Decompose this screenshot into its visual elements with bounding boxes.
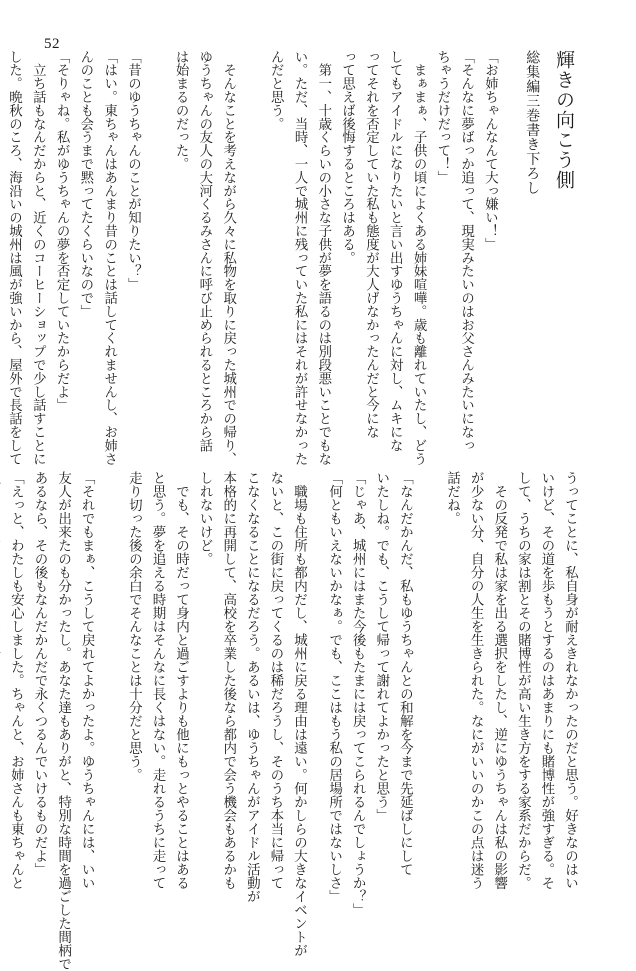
lower-right-body-text — [321, 471, 581, 917]
text-line: 話だね。 — [444, 471, 461, 525]
text-line: が少ない分、自分の人生を生きられた。なにがいいのかこの点は迷う — [467, 471, 484, 890]
text-line: 「お姉ちゃんなんて大っ嫌い！」 — [482, 50, 498, 251]
text-line: うってことに、私自身が耐えきれなかったのだと思う。好きなのはい — [562, 471, 578, 890]
text-line: って思えば後悔するところはある。 — [339, 50, 355, 265]
upper-text-block — [0, 50, 575, 466]
text-line: 「えっと、わたしも安心しました。ちゃんと、お姉さんも東ちゃんと — [7, 471, 24, 890]
text-line: 「そりゃね。私がゆうちゃんの夢を否定していたからだよ」 — [54, 50, 70, 412]
text-line: は始まるのだった。 — [173, 50, 189, 171]
text-line: 職場も住所も都内だし、城州に戻る理由は遠い。何かしらの大きなイベントが — [291, 471, 307, 957]
chapter-subtitle: 総集編三巻書き下ろし — [524, 50, 541, 195]
chapter-title: 輝きの向こう側 — [553, 50, 575, 190]
text-line: でも、その時だって身内と過ごすよりも他にもっとやることはある — [173, 471, 190, 890]
text-line: と思う。夢を追える時期はそんなに長くはない。走れるうちに走って — [149, 471, 166, 890]
text-line — [240, 50, 264, 420]
text-line: そんなことを考えながら久々に私物を取りに戻った城州での帰り、 — [220, 50, 236, 466]
text-line: あるなら、その後もなんだかんだで永くつるんでいけるものだよ」 — [31, 471, 48, 876]
text-line: い。ただ、当時、一人で城州に残っていた私にはそれが許せなかった — [292, 50, 308, 466]
text-line: 「昔のゆうちゃんのことが知りたい？」 — [125, 50, 141, 292]
text-line: 走り切った後の余白でそんなことは十分だと思う。 — [125, 471, 142, 782]
text-line: ちゃうだけだって！」 — [434, 50, 450, 184]
text-line: 友人が出来たのも分かったし。あなた達もありがと、特別な時間を過ごした間柄で — [55, 471, 72, 971]
text-line: 「はい。東ちゃんはあんまり昔のことは話してくれませんし、お姉さ — [101, 50, 117, 466]
text-line: 「それでもまぁ、こうして戻れてよかったよ。ゆうちゃんには、いい — [78, 471, 95, 890]
upper-body-text — [0, 50, 501, 466]
text-line — [416, 471, 440, 827]
text-line: ってそれを否定していた私も態度が大人げなかったんだと今にな — [363, 50, 379, 439]
text-line: まぁまぁ、子供の頃によくある姉妹喧嘩。歳も離れていたし、どう — [411, 50, 427, 466]
text-line: ないと、この街に戻ってくるのは稀だろうし、そのうち本当に帰って — [267, 471, 284, 890]
text-line: 「なんだかんだ、私もゆうちゃんとの和解を今まで先延ばしにして — [396, 471, 413, 876]
text-line: 「そんなに夢ばっか追って、現実みたいのはお父さんみたいになっ — [458, 50, 474, 452]
text-line: 「何ともいえないかなぁ。でも、ここはもう私の居場所ではないしさ」 — [326, 471, 343, 903]
text-line: 本格的に再開して、高校を卒業した後なら都内で会う機会もあるかも — [220, 471, 237, 890]
text-line: ゆうちゃんの友人の大河くるみさんに呼び止められるところから話 — [196, 50, 212, 452]
text-line: 「じゃあ、城州にはまた今後もたまには戻ってこられるんでしょうか？」 — [349, 471, 366, 917]
text-line: した。晩秋のころ、海沿いの城州は風が強いから、屋外で長話をして — [6, 50, 22, 466]
text-line: んのことも会うまで黙ってたくらいなので」 — [77, 50, 93, 318]
page-number: 52 — [44, 36, 60, 52]
text-line: して、うちの家は割とその賭博性が高い生き方をする家系だからだ。 — [514, 471, 531, 890]
text-line: 第一、十歳くらいの小さな子供が夢を語るのは別段悪いことでもな — [315, 50, 331, 466]
text-line: しれないけど。 — [196, 471, 213, 566]
text-line: その反発で私は家を出る選択をしたし、逆にゆうちゃんは私の影響 — [491, 471, 508, 890]
text-line: いたしね。でも、こうして帰って謝れてよかったと思う」 — [373, 471, 390, 822]
text-line — [144, 50, 168, 420]
text-line: 立ち話もなんだからと、近くのコーヒーショップで少し話すことに — [30, 50, 46, 466]
text-line: いけど、その道を歩もうとするのはあまりにも賭博性が強すぎる。そ — [538, 471, 555, 890]
text-line: んだと思う。 — [268, 50, 284, 131]
text-line: こなくなることになるだろう。あるいは、ゆうちゃんがアイドル活動が — [243, 471, 260, 903]
lower-left-body-text — [0, 471, 310, 971]
text-line: してもアイドルになりたいと言い出すゆうちゃんに対し、ムキにな — [387, 50, 403, 452]
text-line — [98, 471, 122, 827]
text-line — [0, 50, 2, 420]
